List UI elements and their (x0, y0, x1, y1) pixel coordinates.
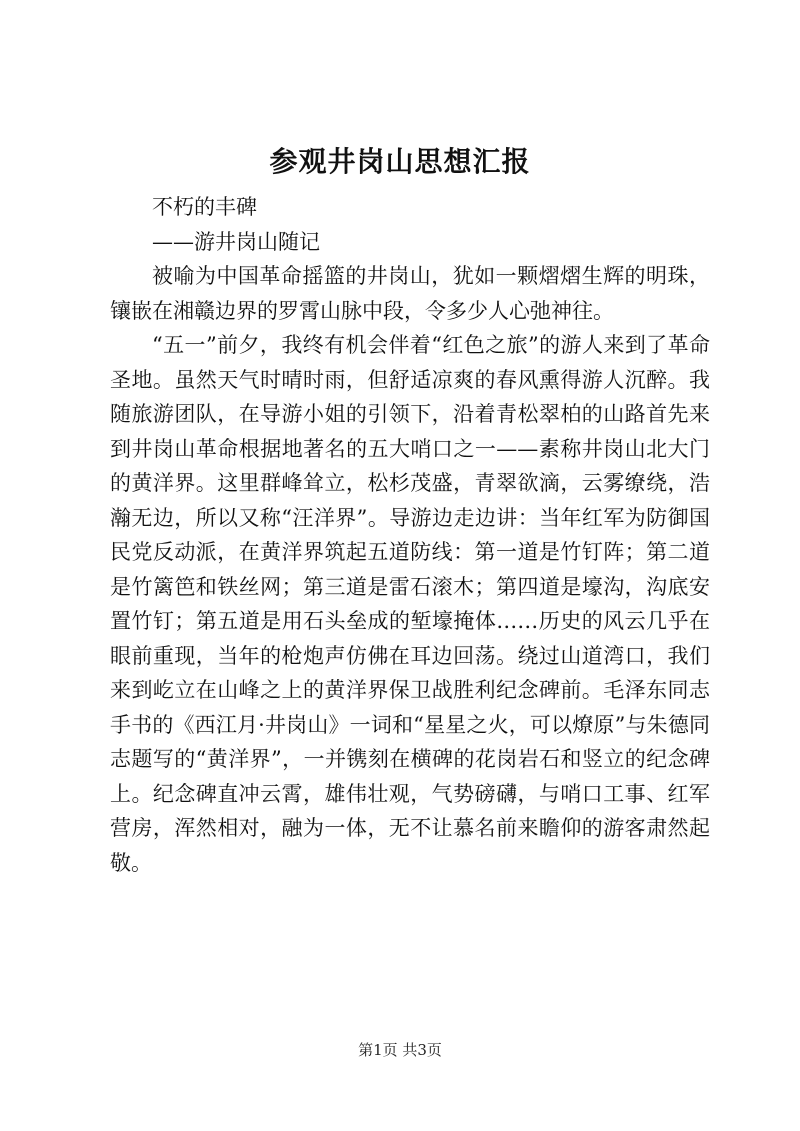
subtitle-line: 不朽的丰碑 (152, 195, 257, 219)
paragraph-intro: 被喻为中国革命摇篮的井岗山，犹如一颗熠熠生辉的明珠，镶嵌在湘赣边界的罗霄山脉中段，令多少人心弛神往。 (110, 264, 710, 323)
paragraph-main: “五一”前夕，我终有机会伴着“红色之旅”的游人来到了革命圣地。虽然天气时晴时雨，但舒适凉爽的春风熏得游人沉醉。我随旅游团队，在导游小姐的引领下，沿着青松翠柏的山路首先来到井岗山革命根据地著名的五大哨口之一——素称井岗山北大门的黄洋界。这里群峰耸立，松杉茂盛，青翠欲滴，云雾缭绕，浩瀚无边，所以又称“汪洋界”。导游边走边讲：当年红军为防御国民党反动派，在黄洋界筑起五道防线：第一道是竹钉阵；第二道是竹篱笆和铁丝网；第三道是雷石滚木；第四道是壕沟，沟底安置竹钉；第五道是用石头垒成的堑壕掩体……历史的风云几乎在眼前重现，当年的枪炮声仿佛在耳边回荡。绕过山道湾口，我们来到屹立在山峰之上的黄洋界保卫战胜利纪念碑前。毛泽东同志手书的《西江月·井岗山》一词和“星星之火，可以燎原”与朱德同志题写的“黄洋界”，一并镌刻在横碑的花岗岩石和竖立的纪念碑上。纪念碑直冲云霄，雄伟壮观，气势磅礴，与哨口工事、红军营房，浑然相对，融为一体，无不让慕名前来瞻仰的游客肃然起敬。 (110, 333, 710, 875)
page-footer: 第1页 共3页 (358, 1041, 442, 1059)
document-title: 参观井岗山思想汇报 (269, 145, 531, 178)
subtitle-byline: ——游井岗山随记 (152, 229, 320, 254)
document-body (110, 190, 710, 880)
